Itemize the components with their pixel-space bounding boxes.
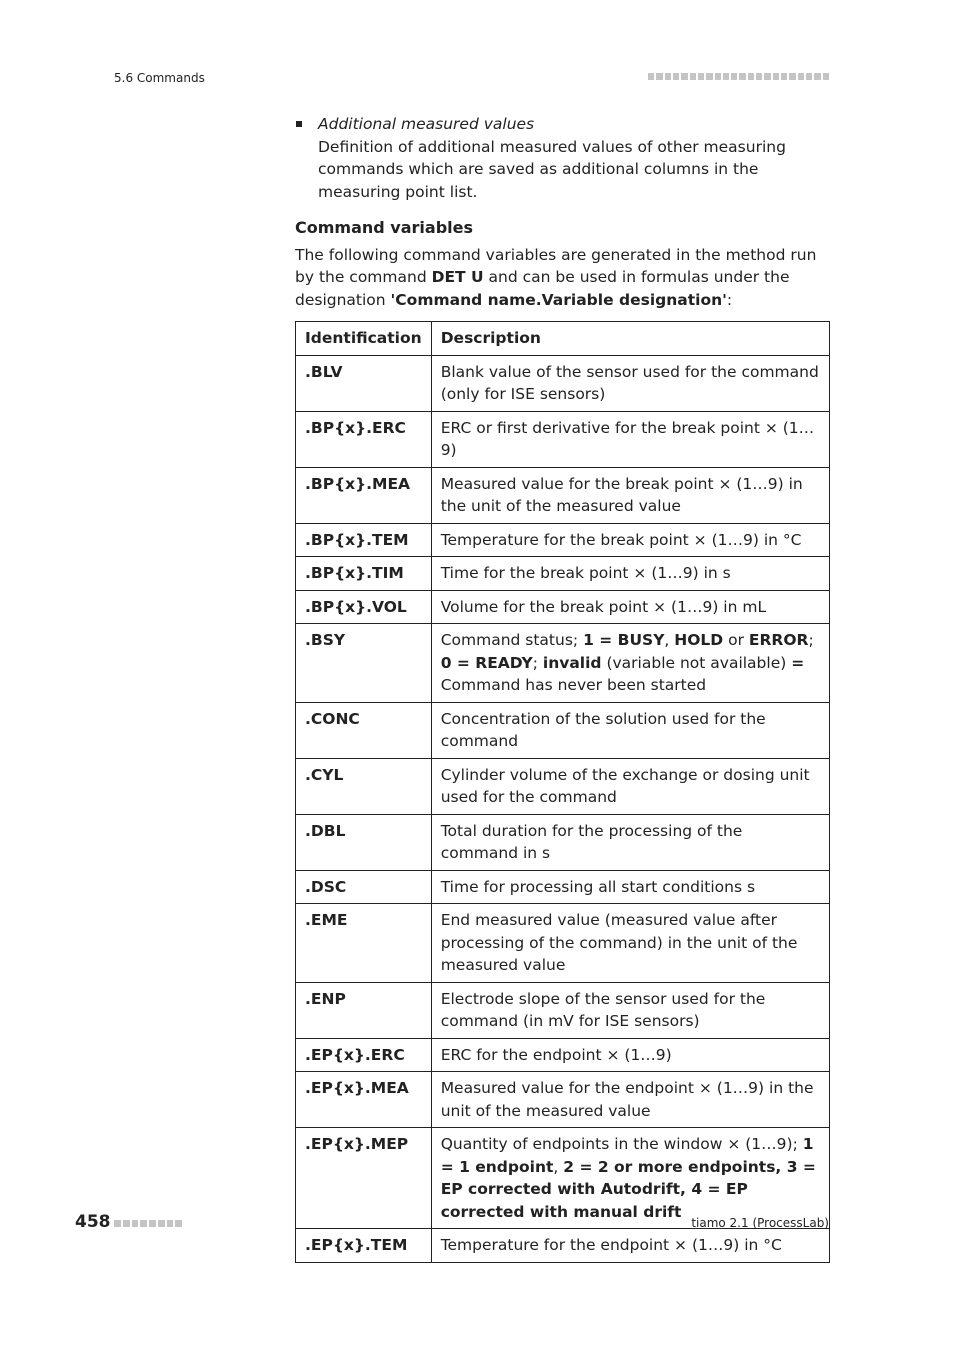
variable-identification: .BP{x}.VOL — [296, 590, 432, 624]
variable-identification: .BLV — [296, 355, 432, 411]
description-segment: ERC or first derivative for the break point × (1…9) — [440, 418, 815, 459]
table-row — [296, 467, 830, 523]
variable-identification: .DSC — [296, 870, 432, 904]
variable-description — [431, 758, 829, 814]
description-segment: Temperature for the endpoint × (1…9) in °C — [440, 1236, 782, 1254]
dot-decoration — [167, 1220, 174, 1227]
variable-identification: .BP{x}.ERC — [296, 411, 432, 467]
variable-identification: .EP{x}.MEA — [296, 1072, 432, 1128]
footer-product: tiamo 2.1 (ProcessLab) — [691, 1216, 829, 1230]
dot-decoration — [123, 1220, 130, 1227]
dot-decoration — [706, 73, 712, 80]
table-row — [296, 702, 830, 758]
dot-decoration — [698, 73, 704, 80]
dot-decoration — [781, 73, 787, 80]
variable-description — [431, 1038, 829, 1072]
dot-decoration — [764, 73, 770, 80]
table-row — [296, 411, 830, 467]
table-row — [296, 1038, 830, 1072]
variable-identification: .EP{x}.TEM — [296, 1229, 432, 1263]
section-header: 5.6 Commands — [114, 71, 205, 85]
description-segment: Measured value for the endpoint × (1…9) in the unit of the measured value — [440, 1079, 814, 1120]
description-segment: Cylinder volume of the exchange or dosing unit used for the command — [440, 765, 810, 806]
dot-decoration — [648, 73, 654, 80]
description-segment: End measured value (measured value after processing of the command) in the unit of the measured value — [440, 911, 798, 974]
dot-decoration — [715, 73, 721, 80]
description-segment: HOLD — [674, 631, 724, 649]
dot-decoration — [748, 73, 754, 80]
table-row — [296, 870, 830, 904]
variable-description — [431, 355, 829, 411]
dot-decoration — [132, 1220, 139, 1227]
dot-decoration — [175, 1220, 182, 1227]
description-segment: 2 = 2 or more endpoints, 3 = EP corrected with Autodrift, 4 = EP corrected with manual drift — [440, 1157, 816, 1221]
variable-identification: .EME — [296, 904, 432, 983]
header-dots-decoration — [648, 73, 829, 82]
dot-decoration — [806, 73, 812, 80]
description-segment: , — [664, 631, 675, 649]
column-header-description: Description — [431, 322, 829, 356]
variable-identification: .BP{x}.TIM — [296, 557, 432, 591]
variable-identification: .ENP — [296, 982, 432, 1038]
description-segment: Concentration of the solution used for the command — [440, 709, 766, 750]
variable-description — [431, 523, 829, 557]
table-row — [296, 1229, 830, 1263]
bullet-text: Definition of additional measured values of other measuring commands which are saved as additional columns in the measuring point list. — [318, 137, 786, 201]
description-segment: Electrode slope of the sensor used for the command (in mV for ISE sensors) — [440, 989, 766, 1030]
variable-description — [431, 1128, 829, 1229]
table-row — [296, 904, 830, 983]
page-content — [295, 113, 830, 1263]
variable-description — [431, 814, 829, 870]
table-row — [296, 590, 830, 624]
table-row — [296, 355, 830, 411]
description-segment: Command has never been started — [440, 676, 707, 694]
dot-decoration — [656, 73, 662, 80]
intro-end: : — [726, 290, 733, 309]
variable-description — [431, 557, 829, 591]
variable-description — [431, 590, 829, 624]
intro-paragraph — [295, 244, 830, 312]
description-segment: , — [553, 1157, 564, 1176]
section-heading: Command variables — [295, 218, 473, 237]
intro-command: DET U — [431, 268, 484, 286]
description-segment: ; — [532, 653, 543, 672]
variables-table — [295, 321, 830, 1263]
dot-decoration — [823, 73, 829, 80]
dot-decoration — [731, 73, 737, 80]
dot-decoration — [158, 1220, 165, 1227]
description-segment: Command status; — [440, 631, 584, 649]
variable-description — [431, 624, 829, 703]
description-segment: Measured value for the break point × (1…9) in the unit of the measured value — [440, 474, 803, 515]
description-segment: (variable not available) — [601, 653, 792, 672]
variable-description — [431, 1229, 829, 1263]
variable-identification: .CONC — [296, 702, 432, 758]
description-segment: ERROR — [748, 631, 809, 649]
table-row — [296, 523, 830, 557]
dot-decoration — [789, 73, 795, 80]
dot-decoration — [798, 73, 804, 80]
bullet-title: Additional measured values — [318, 115, 535, 133]
dot-decoration — [149, 1220, 156, 1227]
dot-decoration — [681, 73, 687, 80]
table-row — [296, 1072, 830, 1128]
description-segment: Time for the break point × (1…9) in s — [440, 564, 731, 582]
table-row — [296, 758, 830, 814]
variable-identification: .BP{x}.MEA — [296, 467, 432, 523]
description-segment: Temperature for the break point × (1…9) in °C — [440, 530, 802, 549]
variable-identification: .BSY — [296, 624, 432, 703]
description-segment: ; — [808, 631, 814, 649]
dot-decoration — [140, 1220, 147, 1227]
description-segment: 0 = READY — [440, 653, 533, 672]
table-row — [296, 1128, 830, 1229]
table-header-row — [296, 322, 830, 356]
bullet-item — [295, 113, 830, 203]
variable-identification: .DBL — [296, 814, 432, 870]
page-number: 458 — [75, 1212, 111, 1232]
variable-description — [431, 702, 829, 758]
description-segment: Time for processing all start conditions s — [440, 877, 756, 896]
description-segment: ERC for the endpoint × (1…9) — [440, 1045, 672, 1064]
description-segment: 1 = BUSY — [583, 631, 665, 649]
description-segment: invalid — [542, 653, 602, 672]
description-segment: Quantity of endpoints in the window × (1…9); — [440, 1135, 803, 1153]
dot-decoration — [673, 73, 679, 80]
intro-text-2: and can be used in formulas under the designation — [295, 268, 790, 309]
dot-decoration — [723, 73, 729, 80]
variable-description — [431, 467, 829, 523]
table-row — [296, 982, 830, 1038]
dot-decoration — [690, 73, 696, 80]
table-row — [296, 624, 830, 703]
description-segment: = — [791, 653, 805, 672]
variable-description — [431, 411, 829, 467]
dot-decoration — [114, 1220, 121, 1227]
description-segment: or — [723, 631, 749, 649]
variable-description — [431, 1072, 829, 1128]
table-row — [296, 557, 830, 591]
dot-decoration — [739, 73, 745, 80]
dot-decoration — [814, 73, 820, 80]
dot-decoration — [665, 73, 671, 80]
dot-decoration — [773, 73, 779, 80]
description-segment: Volume for the break point × (1…9) in mL — [440, 597, 767, 616]
variable-identification: .EP{x}.ERC — [296, 1038, 432, 1072]
variable-identification: .BP{x}.TEM — [296, 523, 432, 557]
variable-identification: .EP{x}.MEP — [296, 1128, 432, 1229]
column-header-identification: Identification — [296, 322, 432, 356]
description-segment: Blank value of the sensor used for the command (only for ISE sensors) — [440, 362, 819, 403]
variable-identification: .CYL — [296, 758, 432, 814]
intro-text-1: The following command variables are generated in the method run by the command — [295, 245, 817, 286]
description-segment: Total duration for the processing of the command in s — [440, 821, 743, 862]
description-segment: 1 = 1 endpoint — [440, 1135, 814, 1176]
bullet-square-icon — [296, 121, 302, 127]
dot-decoration — [756, 73, 762, 80]
table-row — [296, 814, 830, 870]
intro-designation: 'Command name.Variable designation' — [390, 290, 727, 309]
variable-description — [431, 904, 829, 983]
variable-description — [431, 982, 829, 1038]
variable-description — [431, 870, 829, 904]
footer-dots-decoration — [114, 1220, 182, 1228]
